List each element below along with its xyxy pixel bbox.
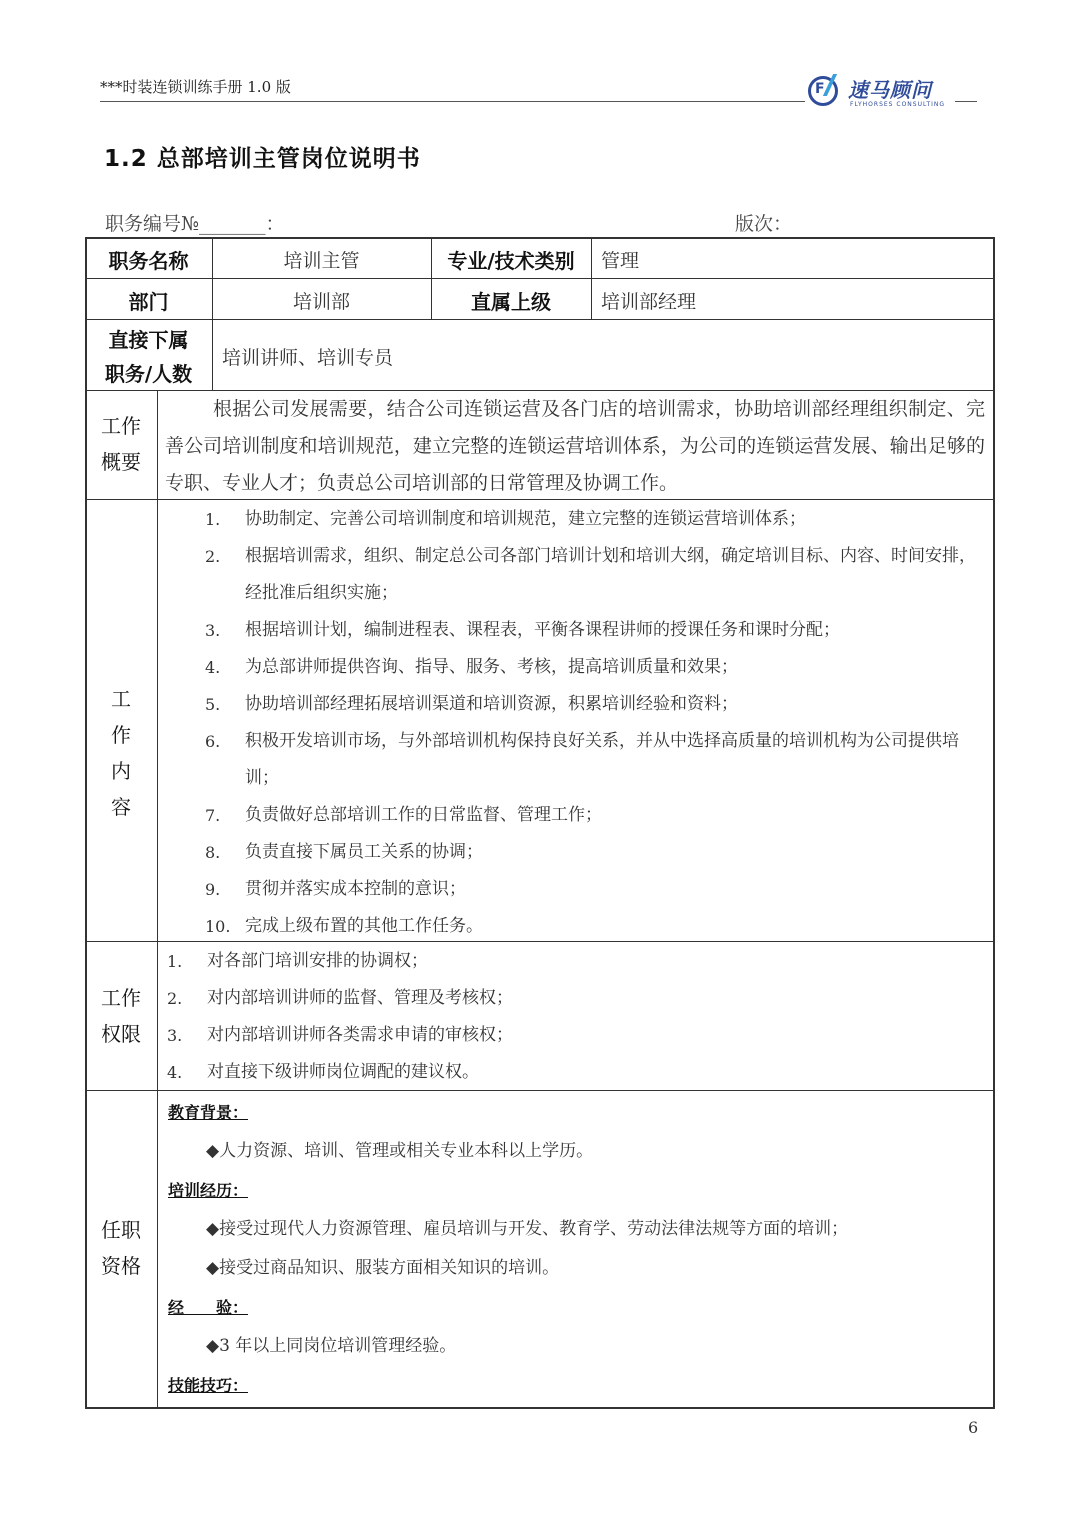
job-description-table xyxy=(85,237,995,1409)
overview-label-line1: 工作 xyxy=(101,414,141,438)
training-heading: 培训经历： xyxy=(168,1181,249,1200)
duty-number: 2. xyxy=(205,547,221,566)
authority-number: 2. xyxy=(167,989,183,1008)
duty-number: 3. xyxy=(205,621,221,640)
duty-item xyxy=(205,649,985,686)
duty-text: 负责直接下属员工关系的协调； xyxy=(245,842,483,862)
overview-label xyxy=(85,408,157,480)
duty-item xyxy=(205,501,985,538)
duty-text: 贯彻并落实成本控制的意识； xyxy=(245,879,466,899)
subordinates-label-line1: 直接下属 xyxy=(108,328,189,352)
authority-item xyxy=(167,980,967,1017)
authority-text: 对内部培训讲师的监督、管理及考核权； xyxy=(207,988,513,1008)
overview-label-line2: 概要 xyxy=(101,450,141,474)
duties-label-char: 容 xyxy=(111,795,131,819)
qualification-content xyxy=(168,1093,983,1405)
header-rule-end xyxy=(955,101,977,102)
duty-item xyxy=(205,834,985,871)
duty-item xyxy=(205,612,985,649)
duty-number: 8. xyxy=(205,843,221,862)
col-divider xyxy=(591,237,592,319)
version-label: 版次： xyxy=(735,213,793,235)
authority-item xyxy=(167,1054,967,1091)
qualification-label-line1: 任职 xyxy=(101,1218,141,1242)
authority-number: 1. xyxy=(167,952,183,971)
authority-text: 对直接下级讲师岗位调配的建议权。 xyxy=(207,1062,479,1082)
logo-text: 速马顾问 xyxy=(848,78,932,102)
authority-list xyxy=(167,943,967,1091)
category-label: 专业/技术类别 xyxy=(447,249,575,273)
authority-text: 对各部门培训安排的协调权； xyxy=(207,951,428,971)
subordinates-label-line2: 职务/人数 xyxy=(104,362,193,386)
subordinates-value: 培训讲师、培训专员 xyxy=(222,347,394,369)
overview-text: 根据公司发展需要，结合公司连锁运营及各门店的培训需求，协助培训部经理组织制定、完善公司培训制度和培训规范，建立完整的连锁运营培训体系，为公司的连锁运营发展、输出足够的专职、专业人才；负责总公司培训部的日常管理及协调工作。 xyxy=(165,398,985,494)
logo-subtitle: FLYHORSES CONSULTING xyxy=(850,101,946,108)
position-name-value: 培训主管 xyxy=(283,250,360,272)
duty-number: 1. xyxy=(205,510,221,529)
experience-item: ◆3 年以上同岗位培训管理经验。 xyxy=(206,1336,457,1356)
duty-text: 积极开发培训市场，与外部培训机构保持良好关系，并从中选择高质量的培训机构为公司提供培训； xyxy=(245,731,959,788)
category-value: 管理 xyxy=(601,250,640,272)
duty-text: 完成上级布置的其他工作任务。 xyxy=(245,916,483,936)
department-value: 培训部 xyxy=(292,291,350,313)
authority-item xyxy=(167,943,967,980)
authority-item xyxy=(167,1017,967,1054)
logo-letter: F xyxy=(815,81,825,97)
skills-heading: 技能技巧： xyxy=(168,1376,249,1395)
duties-label-char: 内 xyxy=(111,759,131,783)
duties-label-char: 作 xyxy=(111,723,131,747)
supervisor-label: 直属上级 xyxy=(471,290,551,314)
training-item: ◆接受过商品知识、服装方面相关知识的培训。 xyxy=(206,1258,560,1278)
duty-number: 5. xyxy=(205,695,221,714)
duty-text: 为总部讲师提供咨询、指导、服务、考核，提高培训质量和效果； xyxy=(245,657,738,677)
duty-text: 根据培训计划，编制进程表、课程表，平衡各课程讲师的授课任务和课时分配； xyxy=(245,620,840,640)
row-divider xyxy=(85,319,995,320)
authority-label-line2: 权限 xyxy=(101,1022,141,1046)
duty-item xyxy=(205,723,985,797)
training-item: ◆接受过现代人力资源管理、雇员培训与开发、教育学、劳动法律法规等方面的培训； xyxy=(206,1219,849,1239)
duties-label xyxy=(85,681,157,825)
duty-number: 6. xyxy=(205,732,221,751)
education-heading: 教育背景： xyxy=(168,1103,249,1122)
duty-item xyxy=(205,871,985,908)
document-header-title: ***时装连锁训练手册 1.0 版 xyxy=(100,78,291,96)
authority-text: 对内部培训讲师各类需求申请的审核权； xyxy=(207,1025,513,1045)
subordinates-label xyxy=(85,323,212,391)
authority-label xyxy=(85,980,157,1052)
duty-text: 负责做好总部培训工作的日常监督、管理工作； xyxy=(245,805,602,825)
col-divider xyxy=(157,390,158,1409)
duty-number: 10. xyxy=(205,917,231,936)
duty-item xyxy=(205,686,985,723)
section-title: 1.2 总部培训主管岗位说明书 xyxy=(104,146,421,172)
job-number-label: 职务编号№_______： xyxy=(105,213,285,235)
page-number: 6 xyxy=(968,1418,979,1437)
company-logo xyxy=(808,72,958,112)
authority-number: 4. xyxy=(167,1063,183,1082)
duty-number: 9. xyxy=(205,880,221,899)
duty-item xyxy=(205,797,985,834)
duty-item xyxy=(205,908,985,945)
department-label: 部门 xyxy=(128,290,169,314)
authority-label-line1: 工作 xyxy=(101,986,141,1010)
experience-heading: 经 验： xyxy=(168,1298,249,1317)
duty-text: 根据培训需求，组织、制定总公司各部门培训计划和培训大纲，确定培训目标、内容、时间安排，经批准后组织实施； xyxy=(245,546,976,603)
qualification-label-line2: 资格 xyxy=(101,1254,141,1278)
duties-list xyxy=(205,501,985,945)
duty-text: 协助制定、完善公司培训制度和培训规范，建立完整的连锁运营培训体系； xyxy=(245,509,806,529)
duty-text: 协助培训部经理拓展培训渠道和培训资源，积累培训经验和资料； xyxy=(245,694,738,714)
qualification-label xyxy=(85,1212,157,1284)
duties-label-char: 工 xyxy=(111,687,131,711)
row-divider xyxy=(85,278,995,279)
education-item: ◆人力资源、培训、管理或相关专业本科以上学历。 xyxy=(206,1141,594,1161)
duty-number: 7. xyxy=(205,806,221,825)
duty-number: 4. xyxy=(205,658,221,677)
duty-item xyxy=(205,538,985,612)
position-name-label: 职务名称 xyxy=(108,249,189,273)
authority-number: 3. xyxy=(167,1026,183,1045)
supervisor-value: 培训部经理 xyxy=(601,291,697,313)
header-rule xyxy=(100,101,805,102)
